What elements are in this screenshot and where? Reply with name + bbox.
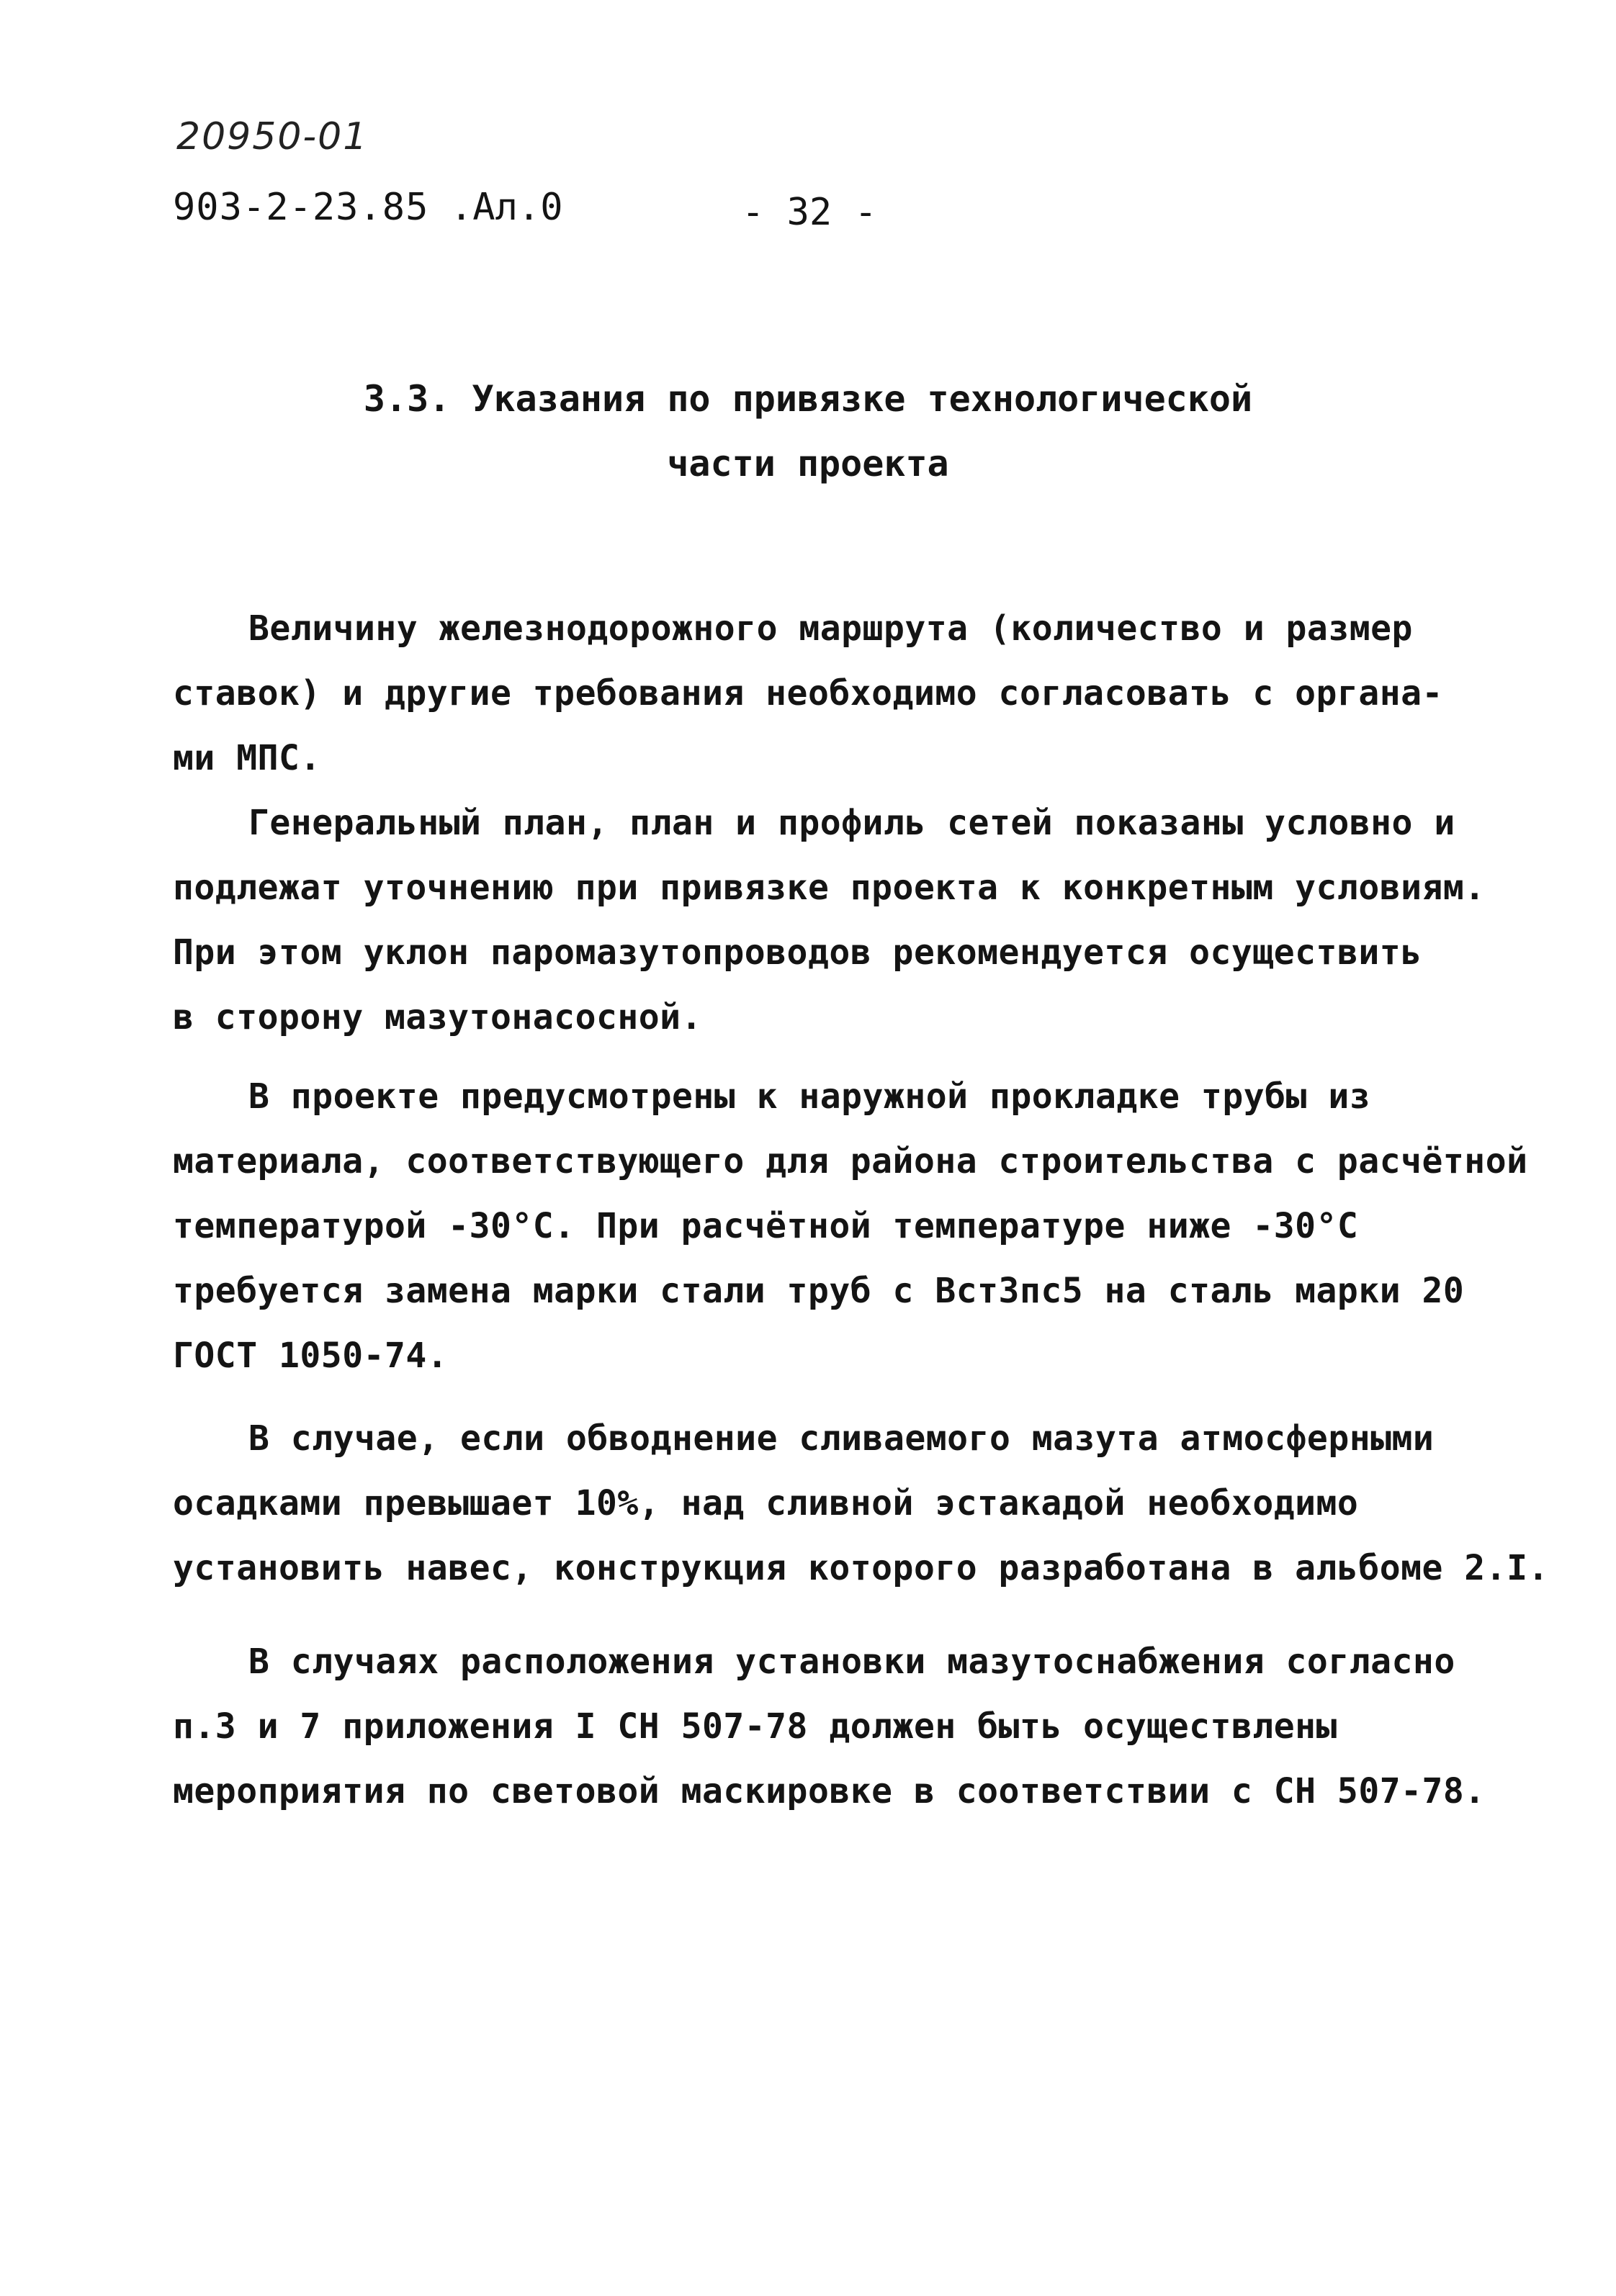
album-number: .Ал.0 (450, 186, 563, 229)
paragraph-2-line-4: в сторону мазутонасосной. (173, 997, 702, 1037)
paragraph-3-line-3: температурой -30°С. При расчётной температуре ниже -30°С (173, 1206, 1359, 1246)
page-number: - 32 - (742, 191, 877, 234)
paragraph-1-line-1: Величину железнодорожного маршрута (количество и размер (248, 608, 1413, 649)
paragraph-2-line-2: подлежат уточнению при привязке проекта к конкретным условиям. (173, 868, 1486, 908)
paragraph-1-line-2: ставок) и другие требования необходимо согласовать с органа- (173, 673, 1443, 713)
paragraph-1-line-3: ми МПС. (173, 738, 321, 778)
paragraph-4-line-3: установить навес, конструкция которого разработана в альбоме 2.I. (173, 1548, 1549, 1588)
handwritten-number: 20950-01 (176, 115, 369, 158)
section-title-line2: части проекта (667, 443, 949, 485)
paragraph-5-line-1: В случаях расположения установки мазутоснабжения согласно (248, 1642, 1455, 1682)
paragraph-4-line-1: В случае, если обводнение сливаемого мазута атмосферными (248, 1418, 1435, 1459)
paragraph-3-line-1: В проекте предусмотрены к наружной прокладке трубы из (248, 1076, 1371, 1117)
paragraph-3-line-2: материала, соответствующего для района строительства с расчётной (173, 1141, 1528, 1181)
paragraph-3-line-4: требуется замена марки стали труб с Вст3пс5 на сталь марки 20 (173, 1271, 1465, 1311)
paragraph-5-line-3: мероприятия по световой маскировке в соответствии с СН 507-78. (173, 1771, 1486, 1811)
paragraph-5-line-2: п.3 и 7 приложения I СН 507-78 должен быть осуществлены (173, 1706, 1337, 1747)
document-code: 903-2-23.85 (173, 186, 429, 229)
section-title-line1: 3.3. Указания по привязке технологической (363, 378, 1253, 420)
paragraph-2-line-1: Генеральный план, план и профиль сетей показаны условно и (248, 803, 1455, 843)
paragraph-2-line-3: При этом уклон паромазутопроводов рекомендуется осуществить (173, 932, 1422, 973)
paragraph-3-line-5: ГОСТ 1050-74. (173, 1336, 449, 1376)
paragraph-4-line-2: осадками превышает 10%, над сливной эстакадой необходимо (173, 1483, 1359, 1523)
